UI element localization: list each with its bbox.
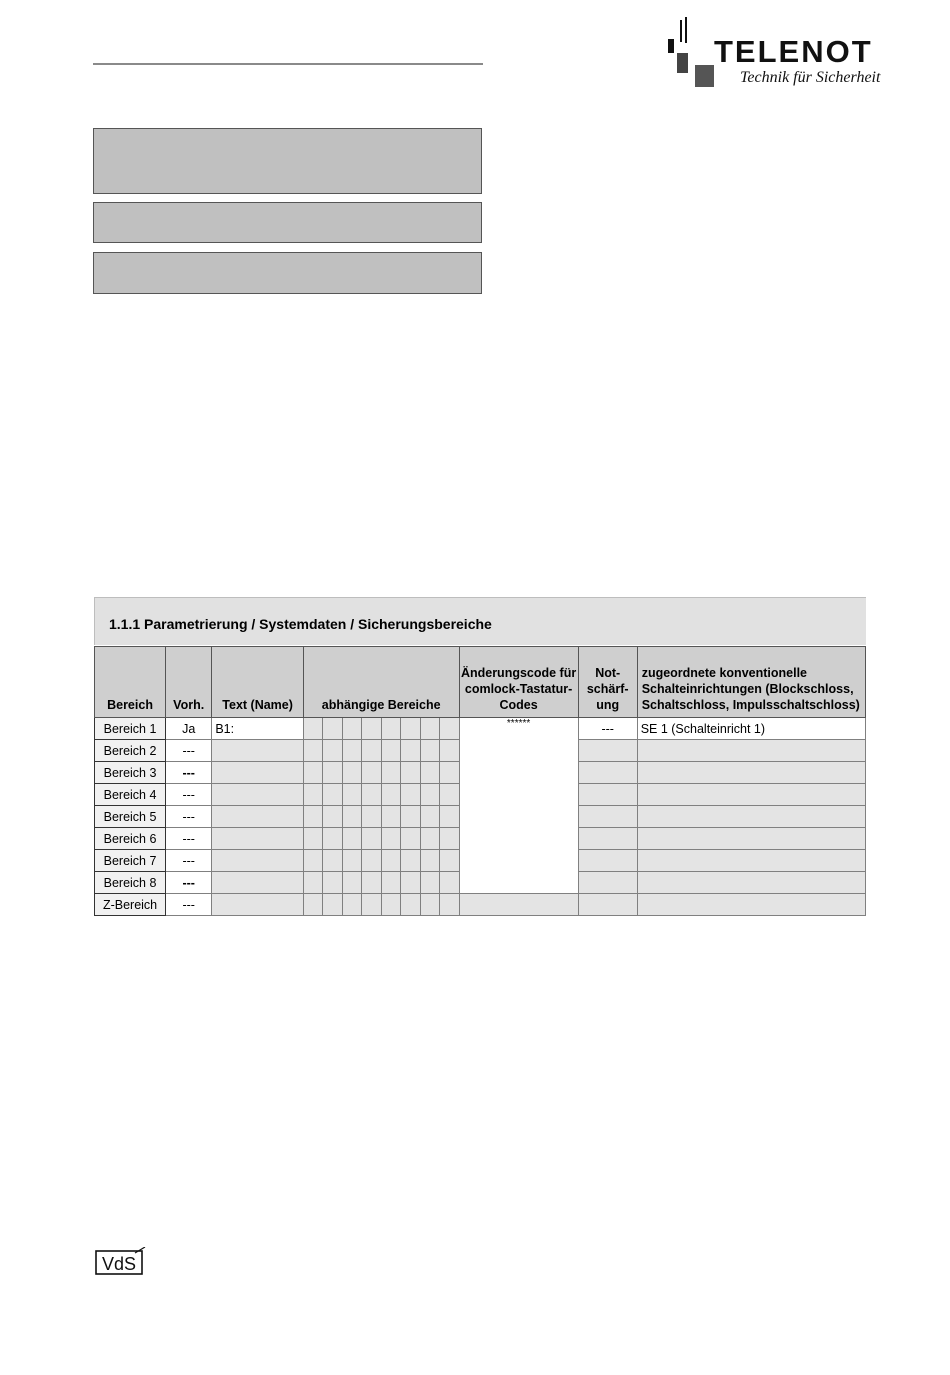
schalteinrichtung-cell[interactable] [637, 784, 865, 806]
dependency-checkbox[interactable] [342, 762, 361, 784]
dependency-checkbox[interactable] [381, 850, 400, 872]
header-abhaengige-bereiche: abhängige Bereiche [303, 647, 459, 718]
schalteinrichtung-cell[interactable] [637, 828, 865, 850]
text-cell[interactable] [212, 872, 304, 894]
title-placeholder-box [93, 128, 482, 194]
dependency-checkbox[interactable] [342, 784, 361, 806]
vorh-cell[interactable]: --- [166, 806, 212, 828]
dependency-checkbox[interactable] [401, 872, 420, 894]
text-cell[interactable] [212, 762, 304, 784]
dependency-checkbox[interactable] [342, 872, 361, 894]
dependency-checkbox[interactable] [381, 784, 400, 806]
dependency-checkbox[interactable] [362, 894, 381, 916]
telenot-logo-icon [668, 17, 714, 89]
notschaerfung-cell[interactable] [578, 762, 637, 784]
vorh-cell[interactable]: --- [166, 872, 212, 894]
dependency-checkbox[interactable] [381, 806, 400, 828]
row-label: Bereich 8 [95, 872, 166, 894]
dependency-checkbox[interactable] [303, 828, 322, 850]
dependency-checkbox[interactable] [401, 850, 420, 872]
vorh-cell[interactable]: --- [166, 740, 212, 762]
dependency-checkbox[interactable] [420, 850, 439, 872]
dependency-checkbox[interactable] [342, 894, 361, 916]
dependency-checkbox[interactable] [323, 718, 342, 740]
dependency-checkbox[interactable] [440, 850, 459, 872]
dependency-checkbox[interactable] [420, 828, 439, 850]
row-label: Bereich 5 [95, 806, 166, 828]
dependency-checkbox[interactable] [303, 762, 322, 784]
row-label: Bereich 3 [95, 762, 166, 784]
header-notschaerfung: Not-schärf-ung [578, 647, 637, 718]
dependency-checkbox[interactable] [440, 784, 459, 806]
dependency-checkbox[interactable] [323, 762, 342, 784]
sheet-title-bar [94, 597, 866, 645]
dependency-checkbox[interactable] [323, 784, 342, 806]
dependency-checkbox[interactable] [342, 740, 361, 762]
dependency-checkbox[interactable] [303, 718, 322, 740]
areas-table [94, 646, 866, 916]
table-row [95, 718, 866, 740]
change-code-cell[interactable]: ****** [459, 718, 578, 894]
dependency-checkbox[interactable] [440, 740, 459, 762]
dependency-checkbox[interactable] [323, 828, 342, 850]
header-aenderungscode: Änderungscode für comlock-Tastatur-Codes [459, 647, 578, 718]
vds-text: VdS [101, 1254, 137, 1274]
dependency-checkbox[interactable] [401, 740, 420, 762]
dependency-checkbox[interactable] [362, 784, 381, 806]
vorh-cell[interactable]: Ja [166, 718, 212, 740]
dependency-checkbox[interactable] [381, 762, 400, 784]
dependency-checkbox[interactable] [381, 828, 400, 850]
dependency-checkbox[interactable] [440, 718, 459, 740]
dependency-checkbox[interactable] [323, 806, 342, 828]
dependency-checkbox[interactable] [323, 850, 342, 872]
dependency-checkbox[interactable] [362, 872, 381, 894]
dependency-checkbox[interactable] [440, 872, 459, 894]
dependency-checkbox[interactable] [381, 718, 400, 740]
dependency-checkbox[interactable] [362, 806, 381, 828]
notschaerfung-cell[interactable]: --- [578, 718, 637, 740]
dependency-checkbox[interactable] [303, 850, 322, 872]
dependency-checkbox[interactable] [440, 828, 459, 850]
brand-tagline: Technik für Sicherheit [740, 69, 881, 86]
dependency-checkbox[interactable] [420, 894, 439, 916]
dependency-checkbox[interactable] [323, 894, 342, 916]
schalteinrichtung-cell[interactable] [637, 806, 865, 828]
dependency-checkbox[interactable] [381, 894, 400, 916]
spreadsheet-screenshot [94, 597, 866, 935]
vorh-cell[interactable]: --- [166, 850, 212, 872]
schalteinrichtung-cell[interactable] [637, 872, 865, 894]
dependency-checkbox[interactable] [342, 806, 361, 828]
dependency-checkbox[interactable] [420, 806, 439, 828]
dependency-checkbox[interactable] [420, 784, 439, 806]
dependency-checkbox[interactable] [420, 762, 439, 784]
notschaerfung-cell[interactable] [578, 894, 637, 916]
dependency-checkbox[interactable] [303, 740, 322, 762]
notschaerfung-cell[interactable] [578, 872, 637, 894]
dependency-checkbox[interactable] [401, 718, 420, 740]
dependency-checkbox[interactable] [440, 894, 459, 916]
notschaerfung-cell[interactable] [578, 740, 637, 762]
header-text: Text (Name) [212, 647, 304, 718]
subtitle-placeholder-box [93, 202, 482, 243]
dependency-checkbox[interactable] [440, 762, 459, 784]
dependency-checkbox[interactable] [401, 828, 420, 850]
text-cell[interactable] [212, 850, 304, 872]
dependency-checkbox[interactable] [401, 806, 420, 828]
row-label: Z-Bereich [95, 894, 166, 916]
row-label: Bereich 2 [95, 740, 166, 762]
dependency-checkbox[interactable] [401, 762, 420, 784]
header-rule [93, 63, 483, 65]
dependency-checkbox[interactable] [323, 872, 342, 894]
brand-name: TELENOT [714, 34, 873, 69]
schalteinrichtung-cell[interactable] [637, 894, 865, 916]
dependency-checkbox[interactable] [342, 828, 361, 850]
vorh-cell[interactable]: --- [166, 762, 212, 784]
dependency-checkbox[interactable] [362, 718, 381, 740]
vorh-cell[interactable]: --- [166, 828, 212, 850]
dependency-checkbox[interactable] [323, 740, 342, 762]
dependency-checkbox[interactable] [303, 872, 322, 894]
dependency-checkbox[interactable] [342, 718, 361, 740]
header-schalteinrichtungen: zugeordnete konventionelle Schalteinrichtungen (Blockschloss, Schaltschloss, Impulsschaltschloss) [637, 647, 865, 718]
text-cell[interactable] [212, 740, 304, 762]
dependency-checkbox[interactable] [401, 894, 420, 916]
text-cell[interactable] [212, 784, 304, 806]
dependency-checkbox[interactable] [303, 806, 322, 828]
table-header-row [95, 647, 866, 718]
text-cell[interactable]: B1: [212, 718, 304, 740]
dependency-checkbox[interactable] [303, 784, 322, 806]
schalteinrichtung-cell[interactable] [637, 850, 865, 872]
header-vorh: Vorh. [166, 647, 212, 718]
dependency-checkbox[interactable] [420, 872, 439, 894]
version-placeholder-box [93, 252, 482, 294]
vorh-cell[interactable]: --- [166, 894, 212, 916]
vds-mark [95, 1247, 147, 1277]
row-label: Bereich 1 [95, 718, 166, 740]
vorh-cell[interactable]: --- [166, 784, 212, 806]
dependency-checkbox[interactable] [303, 894, 322, 916]
dependency-checkbox[interactable] [381, 872, 400, 894]
dependency-checkbox[interactable] [362, 850, 381, 872]
dependency-checkbox[interactable] [362, 762, 381, 784]
row-label: Bereich 4 [95, 784, 166, 806]
dependency-checkbox[interactable] [420, 740, 439, 762]
dependency-checkbox[interactable] [342, 850, 361, 872]
schalteinrichtung-cell[interactable] [637, 740, 865, 762]
dependency-checkbox[interactable] [381, 740, 400, 762]
telenot-logo [668, 17, 918, 89]
text-cell[interactable] [212, 828, 304, 850]
notschaerfung-cell[interactable] [578, 850, 637, 872]
schalteinrichtung-cell[interactable] [637, 762, 865, 784]
dependency-checkbox[interactable] [401, 784, 420, 806]
row-label: Bereich 7 [95, 850, 166, 872]
vds-logo-icon [95, 1247, 147, 1277]
header-bereich: Bereich [95, 647, 166, 718]
text-cell[interactable] [212, 806, 304, 828]
row-label: Bereich 6 [95, 828, 166, 850]
dependency-checkbox[interactable] [440, 806, 459, 828]
table-row [95, 894, 866, 916]
text-cell[interactable] [212, 894, 304, 916]
dependency-checkbox[interactable] [362, 828, 381, 850]
sheet-title: 1.1.1 Parametrierung / Systemdaten / Sicherungsbereiche [109, 616, 492, 632]
change-code-cell-z [459, 894, 578, 916]
dependency-checkbox[interactable] [420, 718, 439, 740]
schalteinrichtung-cell[interactable]: SE 1 (Schalteinricht 1) [637, 718, 865, 740]
notschaerfung-cell[interactable] [578, 806, 637, 828]
notschaerfung-cell[interactable] [578, 828, 637, 850]
dependency-checkbox[interactable] [362, 740, 381, 762]
notschaerfung-cell[interactable] [578, 784, 637, 806]
